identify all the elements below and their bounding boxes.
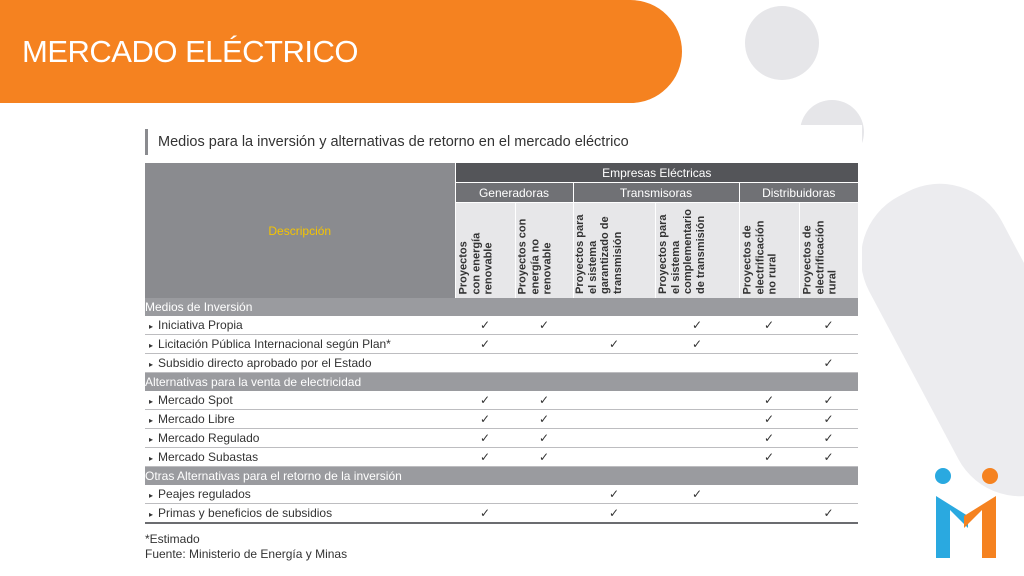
check-cell (573, 354, 655, 373)
row-label-text: Mercado Regulado (158, 431, 260, 445)
brand-logo (930, 466, 1002, 562)
bullet-triangle-icon: ▸ (149, 435, 154, 444)
checkmark-icon: ✓ (763, 431, 775, 445)
empresas-header: Empresas Eléctricas (455, 163, 858, 183)
column-header-2 (515, 203, 573, 299)
checkmark-icon: ✓ (691, 487, 703, 501)
check-cell (515, 504, 573, 524)
row-label-text: Mercado Libre (158, 412, 235, 426)
row-label (145, 485, 455, 504)
check-cell (655, 504, 739, 524)
column-header-line: Proyectos para (574, 214, 586, 294)
check-cell (655, 429, 739, 448)
notes (145, 532, 347, 562)
check-cell (515, 335, 573, 354)
checkmark-icon: ✓ (763, 450, 775, 464)
checkmark-icon: ✓ (538, 412, 550, 426)
column-header-line: de transmisión (694, 215, 707, 294)
checkmark-icon: ✓ (538, 450, 550, 464)
check-cell (573, 410, 655, 429)
check-cell (739, 429, 799, 448)
row-label-text: Mercado Subastas (158, 450, 259, 464)
section-header: Medios de Inversión (145, 298, 858, 316)
column-header-label (458, 202, 496, 294)
check-cell (455, 410, 515, 429)
check-cell (739, 335, 799, 354)
check-cell (799, 429, 858, 448)
check-cell (655, 485, 739, 504)
row-label (145, 429, 455, 448)
column-header-line: transmisión (611, 231, 624, 294)
investment-table (145, 163, 858, 524)
column-header-5 (739, 203, 799, 299)
checkmark-icon: ✓ (823, 431, 834, 445)
check-cell (655, 391, 739, 410)
bullet-triangle-icon: ▸ (149, 397, 154, 406)
row-label-text: Peajes regulados (158, 487, 251, 501)
checkmark-icon: ✓ (823, 393, 834, 407)
row-label (145, 316, 455, 335)
check-cell (573, 335, 655, 354)
row-label (145, 354, 455, 373)
checkmark-icon: ✓ (608, 337, 620, 351)
table-row (145, 504, 858, 524)
check-cell (799, 316, 858, 335)
checkmark-icon: ✓ (479, 318, 491, 332)
checkmark-icon: ✓ (479, 337, 491, 351)
check-cell (739, 391, 799, 410)
bullet-triangle-icon: ▸ (149, 341, 154, 350)
checkmark-icon: ✓ (763, 412, 775, 426)
checkmark-icon: ✓ (538, 318, 550, 332)
figure-panel (140, 125, 862, 565)
checkmark-icon: ✓ (608, 506, 620, 520)
column-header-line: Proyectos (457, 240, 470, 294)
table-row (145, 410, 858, 429)
footnote: *Estimado (145, 532, 200, 546)
checkmark-icon: ✓ (479, 450, 491, 464)
group-header-transmisoras: Transmisoras (573, 183, 739, 203)
check-cell (655, 335, 739, 354)
column-header-line: electrificación (813, 220, 826, 294)
check-cell (455, 429, 515, 448)
row-label (145, 391, 455, 410)
check-cell (455, 448, 515, 467)
decorative-circle-top (745, 6, 819, 80)
row-label-text: Primas y beneficios de subsidios (158, 506, 333, 520)
check-cell (655, 448, 739, 467)
check-cell (455, 335, 515, 354)
checkmark-icon: ✓ (823, 506, 834, 520)
checkmark-icon: ✓ (608, 487, 620, 501)
row-label-text: Licitación Pública Internacional según Plan* (158, 337, 391, 351)
checkmark-icon: ✓ (479, 431, 491, 445)
check-cell (455, 504, 515, 524)
check-cell (573, 429, 655, 448)
column-header-label (574, 202, 624, 294)
check-cell (515, 391, 573, 410)
column-header-line: el sistema (586, 240, 599, 294)
checkmark-icon: ✓ (479, 412, 491, 426)
row-label (145, 335, 455, 354)
table-row (145, 335, 858, 354)
group-header-distribuidoras: Distribuidoras (739, 183, 858, 203)
check-cell (573, 485, 655, 504)
source-note: Fuente: Ministerio de Energía y Minas (145, 547, 348, 561)
checkmark-icon: ✓ (763, 393, 775, 407)
column-header-4 (655, 203, 739, 299)
check-cell (573, 391, 655, 410)
check-cell (515, 316, 573, 335)
check-cell (739, 504, 799, 524)
column-header-6 (799, 203, 858, 299)
check-cell (515, 410, 573, 429)
column-header-label (517, 202, 555, 294)
check-cell (739, 485, 799, 504)
column-header-line: renovable (541, 242, 554, 294)
column-header-line: garantizado de (599, 216, 611, 294)
bullet-triangle-icon: ▸ (149, 454, 154, 463)
column-header-line: Proyectos para (657, 214, 669, 294)
table-row (145, 429, 858, 448)
column-header-line: con energía (470, 232, 482, 294)
check-cell (515, 485, 573, 504)
checkmark-icon: ✓ (823, 356, 834, 370)
checkmark-icon: ✓ (823, 450, 834, 464)
checkmark-icon: ✓ (479, 393, 491, 407)
figure-title: Medios para la inversión y alternativas de retorno en el mercado eléctrico (145, 129, 629, 155)
check-cell (739, 410, 799, 429)
checkmark-icon: ✓ (823, 412, 834, 426)
column-header-line: Proyectos de (801, 224, 814, 294)
check-cell (515, 354, 573, 373)
row-label-text: Iniciativa Propia (158, 318, 243, 332)
checkmark-icon: ✓ (479, 506, 491, 520)
check-cell (455, 354, 515, 373)
checkmark-icon: ✓ (538, 431, 550, 445)
row-label (145, 410, 455, 429)
bullet-triangle-icon: ▸ (149, 360, 154, 369)
column-header-label (657, 202, 707, 294)
column-header-label (801, 202, 839, 294)
check-cell (573, 316, 655, 335)
table-row (145, 391, 858, 410)
bullet-triangle-icon: ▸ (149, 416, 154, 425)
check-cell (573, 448, 655, 467)
check-cell (455, 391, 515, 410)
column-header-line: Proyectos con (516, 218, 529, 294)
check-cell (799, 410, 858, 429)
column-header-label (742, 202, 780, 294)
table-row (145, 485, 858, 504)
table-row (145, 316, 858, 335)
checkmark-icon: ✓ (763, 318, 775, 332)
checkmark-icon: ✓ (691, 337, 703, 351)
column-header-line: Proyectos de (741, 224, 754, 294)
check-cell (455, 485, 515, 504)
bullet-triangle-icon: ▸ (149, 491, 154, 500)
check-cell (799, 448, 858, 467)
description-header: Descripción (145, 163, 455, 298)
check-cell (655, 316, 739, 335)
section-header: Alternativas para la venta de electricidad (145, 373, 858, 392)
bullet-triangle-icon: ▸ (149, 322, 154, 331)
check-cell (739, 448, 799, 467)
column-header-3 (573, 203, 655, 299)
check-cell (655, 410, 739, 429)
check-cell (799, 354, 858, 373)
checkmark-icon: ✓ (538, 393, 550, 407)
row-label-text: Subsidio directo aprobado por el Estado (158, 356, 372, 370)
check-cell (455, 316, 515, 335)
checkmark-icon: ✓ (823, 318, 834, 332)
table-row (145, 354, 858, 373)
check-cell (515, 429, 573, 448)
column-header-line: no rural (766, 253, 779, 294)
row-label (145, 504, 455, 524)
column-header-1 (455, 203, 515, 299)
bullet-triangle-icon: ▸ (149, 510, 154, 519)
check-cell (739, 354, 799, 373)
column-header-line: complementario (682, 209, 694, 294)
row-label (145, 448, 455, 467)
check-cell (515, 448, 573, 467)
column-header-line: electrificación (754, 220, 766, 294)
check-cell (655, 354, 739, 373)
table-row (145, 448, 858, 467)
group-header-generadoras: Generadoras (455, 183, 573, 203)
row-label-text: Mercado Spot (158, 393, 233, 407)
check-cell (799, 504, 858, 524)
section-header: Otras Alternativas para el retorno de la inversión (145, 467, 858, 486)
check-cell (799, 335, 858, 354)
column-header-line: energía no (529, 238, 541, 294)
column-header-line: renovable (482, 242, 495, 294)
column-header-line: rural (826, 269, 839, 294)
slide-title: MERCADO ELÉCTRICO (22, 34, 358, 69)
check-cell (799, 485, 858, 504)
column-header-line: el sistema (669, 240, 682, 294)
check-cell (739, 316, 799, 335)
title-banner (0, 0, 682, 103)
check-cell (799, 391, 858, 410)
checkmark-icon: ✓ (691, 318, 703, 332)
check-cell (573, 504, 655, 524)
